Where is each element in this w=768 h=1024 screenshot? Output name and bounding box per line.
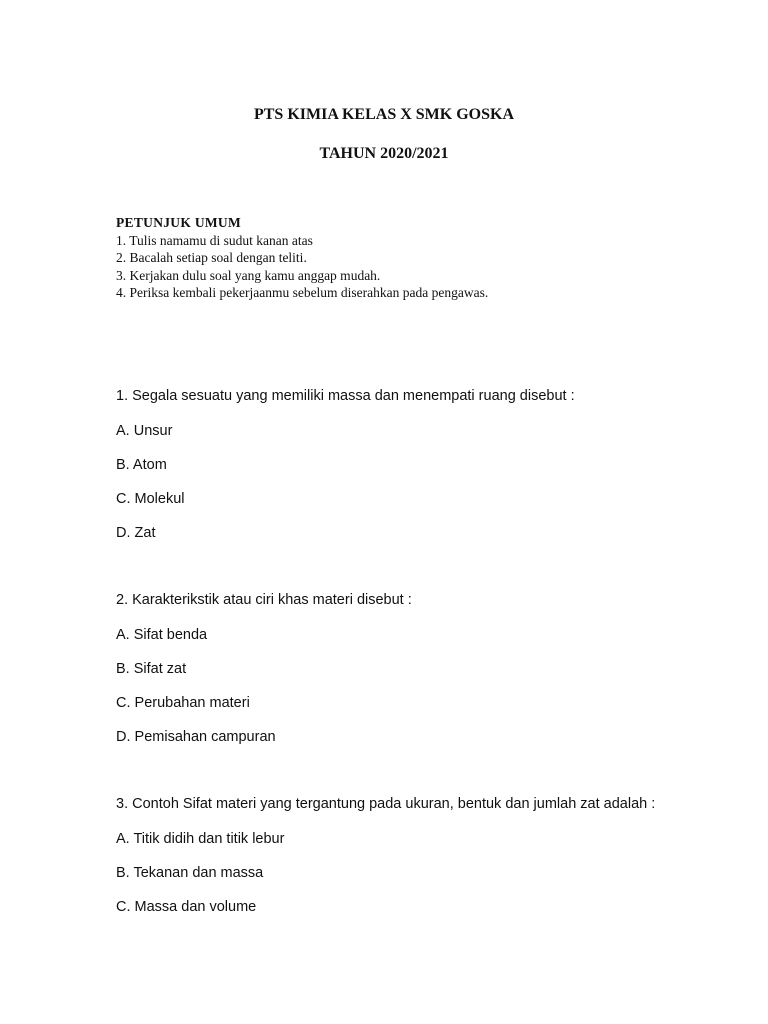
question-3 (116, 796, 676, 916)
question-spacer (116, 763, 676, 796)
question-list (116, 388, 676, 933)
instruction-item-1: 1. Tulis namamu di sudut kanan atas (116, 232, 313, 248)
general-instructions (116, 214, 488, 302)
question-1-option-c: C. Molekul (116, 491, 185, 507)
question-1-option-a: A. Unsur (116, 423, 173, 439)
document-title: PTS KIMIA KELAS X SMK GOSKA (253, 106, 515, 123)
question-3-option-b: B. Tekanan dan massa (116, 865, 264, 881)
question-spacer (116, 559, 676, 592)
instruction-item-2: 2. Bacalah setiap soal dengan teliti. (116, 250, 307, 265)
question-2-option-d: D. Pemisahan campuran (116, 729, 276, 745)
question-3-option-a: A. Titik didih dan titik lebur (116, 831, 285, 847)
question-1-text: 1. Segala sesuatu yang memiliki massa dan menempati ruang disebut : (116, 388, 575, 404)
question-1-option-b: B. Atom (116, 457, 167, 473)
document-year: TAHUN 2020/2021 (319, 145, 449, 162)
instructions-heading: PETUNJUK UMUM (116, 215, 242, 230)
question-2-text: 2. Karakterikstik atau ciri khas materi disebut : (116, 592, 412, 608)
question-2-option-c: C. Perubahan materi (116, 695, 250, 711)
question-1 (116, 388, 676, 542)
question-1-option-d: D. Zat (116, 525, 156, 541)
question-2-option-b: B. Sifat zat (116, 661, 187, 677)
question-2-option-a: A. Sifat benda (116, 627, 208, 643)
question-3-option-c: C. Massa dan volume (116, 899, 257, 915)
question-3-text: 3. Contoh Sifat materi yang tergantung pada ukuran, bentuk dan jumlah zat adalah : (116, 796, 656, 812)
instruction-item-4: 4. Periksa kembali pekerjaanmu sebelum diserahkan pada pengawas. (116, 285, 489, 300)
instruction-item-3: 3. Kerjakan dulu soal yang kamu anggap mudah. (116, 267, 381, 283)
question-2 (116, 592, 676, 746)
